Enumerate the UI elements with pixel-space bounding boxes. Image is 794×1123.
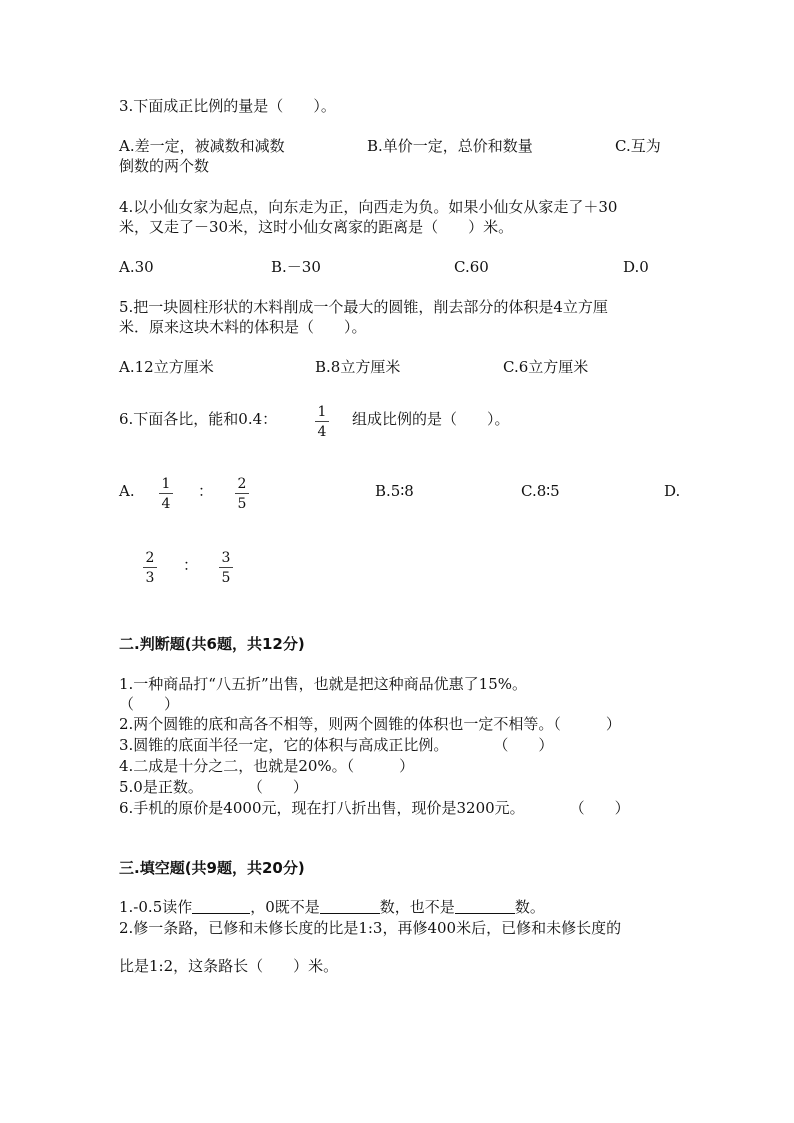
q6-option-c: C.8∶5	[521, 482, 560, 500]
judge-item-3: 3.圆锥的底面半径一定，它的体积与高成正比例。 （ ）	[119, 736, 554, 754]
q4-option-a: A.30	[119, 258, 154, 276]
q3-option-b: B.单价一定，总价和数量	[367, 137, 533, 155]
q6-option-a-fraction2-denominator: 5	[237, 496, 247, 512]
fill-item-1-part-a: 1.-0.5读作	[119, 898, 193, 916]
q5-stem-line2: 米．原来这块木料的体积是（ ）。	[119, 318, 367, 336]
q6-option-d-fraction1-denominator: 3	[145, 570, 155, 586]
answer-blank[interactable]	[192, 899, 250, 914]
q6-option-a-colon: ：	[198, 482, 214, 500]
q5-option-b: B.8立方厘米	[315, 358, 401, 376]
q6-option-a-fraction2	[235, 476, 249, 512]
judge-item-2: 2.两个圆锥的底和高各不相等，则两个圆锥的体积也一定不相等。（ ）	[119, 715, 621, 733]
q6-stem-fraction-numerator: 1	[317, 404, 327, 420]
fill-item-1-part-d: 数。	[514, 898, 545, 916]
judge-item-4: 4.二成是十分之二，也就是20%。（ ）	[119, 757, 415, 775]
q6-option-a-fraction2-numerator: 2	[237, 476, 247, 492]
fill-item-1	[119, 897, 545, 917]
q6-stem-suffix: 组成比例的是（ ）。	[352, 410, 510, 428]
q4-option-b: B.－30	[271, 258, 321, 276]
q3-option-a: A.差一定，被减数和减数	[119, 137, 285, 155]
q5-option-a: A.12立方厘米	[119, 358, 214, 376]
q4-option-c: C.60	[454, 258, 489, 276]
q6-option-a-fraction1-denominator: 4	[161, 496, 171, 512]
q6-stem-fraction	[315, 404, 329, 440]
fill-item-1-part-c: 数，也不是	[379, 898, 455, 916]
q6-option-a-fraction1-numerator: 1	[161, 476, 171, 492]
fill-section-heading: 三.填空题(共9题，共20分)	[119, 859, 305, 877]
q6-option-a-fraction1	[159, 476, 173, 512]
fill-item-1-part-b: ，0既不是	[250, 898, 320, 916]
q3-option-c: C.互为	[615, 137, 661, 155]
fraction-bar	[159, 493, 173, 494]
q6-option-a-label: A.	[119, 482, 135, 500]
q5-stem-line1: 5.把一块圆柱形状的木料削成一个最大的圆锥，削去部分的体积是4立方厘	[119, 298, 608, 316]
fill-item-2-line2: 比是1:2，这条路长（ ）米。	[119, 957, 339, 975]
answer-blank[interactable]	[320, 899, 380, 914]
q6-stem-prefix: 6.下面各比，能和0.4：	[119, 410, 278, 428]
judge-item-1-answer: （ ）	[119, 695, 180, 713]
q6-option-d-fraction1-numerator: 2	[145, 550, 155, 566]
q3-option-c-continued: 倒数的两个数	[119, 157, 210, 175]
fraction-bar	[143, 567, 157, 568]
judge-item-6: 6.手机的原价是4000元，现在打八折出售，现价是3200元。 （ ）	[119, 799, 630, 817]
fraction-bar	[219, 567, 233, 568]
q4-option-d: D.0	[623, 258, 649, 276]
judge-item-1: 1.一种商品打“八五折”出售，也就是把这种商品优惠了15%。	[119, 675, 527, 693]
fill-item-2-line1: 2.修一条路，已修和未修长度的比是1:3，再修400米后，已修和未修长度的	[119, 919, 622, 937]
q4-stem-line2: 米，又走了－30米，这时小仙女离家的距离是（ ）米。	[119, 218, 514, 236]
fraction-bar	[235, 493, 249, 494]
q5-option-c: C.6立方厘米	[503, 358, 589, 376]
q6-option-d-fraction2-numerator: 3	[221, 550, 231, 566]
q6-option-d-fraction2-denominator: 5	[221, 570, 231, 586]
judge-section-heading: 二.判断题(共6题，共12分)	[119, 635, 305, 653]
judge-item-5: 5.0是正数。 （ ）	[119, 778, 308, 796]
q6-stem-fraction-denominator: 4	[317, 424, 327, 440]
q6-option-d-colon: ：	[183, 556, 199, 574]
q6-option-d-fraction2	[219, 550, 233, 586]
q6-option-d-label: D.	[664, 482, 681, 500]
fraction-bar	[315, 421, 329, 422]
q3-stem: 3.下面成正比例的量是（ ）。	[119, 97, 336, 115]
q6-option-d-fraction1	[143, 550, 157, 586]
answer-blank[interactable]	[455, 899, 515, 914]
q4-stem-line1: 4.以小仙女家为起点，向东走为正，向西走为负。如果小仙女从家走了＋30	[119, 198, 618, 216]
q6-option-b: B.5∶8	[375, 482, 414, 500]
